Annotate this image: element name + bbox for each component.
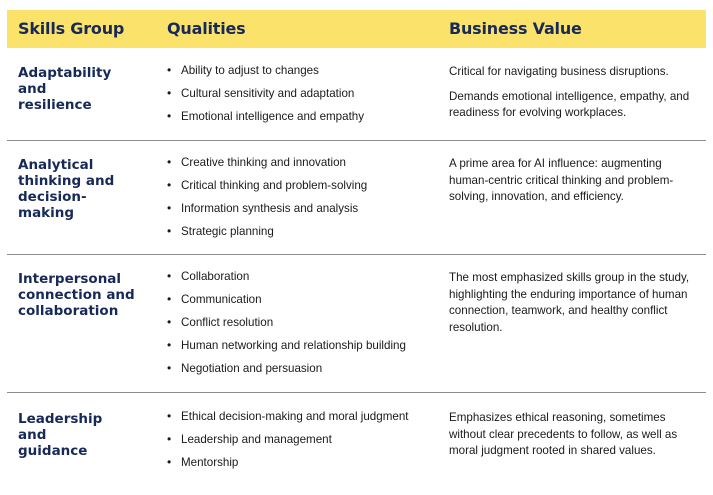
bullet-icon: • (167, 455, 172, 469)
table-header (7, 10, 706, 48)
bullet-icon: • (167, 338, 172, 352)
bullet-icon: • (167, 361, 172, 375)
skills-group-label: Adaptability and resilience (18, 65, 112, 113)
list-item: • Ethical decision-making and moral judgment (167, 409, 409, 423)
list-item: • Creative thinking and innovation (167, 155, 346, 169)
list-item: • Conflict resolution (167, 315, 274, 329)
row-divider (7, 140, 706, 141)
bullet-icon: • (167, 178, 172, 192)
row-divider (7, 392, 706, 393)
bullet-icon: • (167, 109, 172, 123)
bullet-icon: • (167, 269, 172, 283)
qualities-list (167, 270, 437, 385)
business-value (449, 410, 699, 468)
list-item: • Strategic planning (167, 224, 274, 238)
list-item: • Cultural sensitivity and adaptation (167, 86, 355, 100)
header-business-value: Business Value (449, 19, 582, 38)
qualities-list (167, 156, 437, 248)
bullet-icon: • (167, 86, 172, 100)
business-value (449, 64, 699, 130)
list-item: • Ability to adjust to changes (167, 63, 319, 77)
business-value-text: Emphasizes ethical reasoning, sometimes without clear precedents to follow, as well as moral judgment rooted in shared values. (449, 411, 678, 457)
business-value-text: The most emphasized skills group in the study, highlighting the enduring importance of human connection, teamwork, and healthy conflict resolution. (449, 271, 690, 334)
qualities-list (167, 64, 437, 133)
list-item: • Information synthesis and analysis (167, 201, 359, 215)
bullet-icon: • (167, 292, 172, 306)
business-value (449, 156, 699, 214)
bullet-icon: • (167, 409, 172, 423)
bullet-icon: • (167, 432, 172, 446)
header-skills-group: Skills Group (18, 19, 125, 38)
business-value-text: A prime area for AI influence: augmenting human-centric critical thinking and problem-solving, innovation, and efficiency. (449, 157, 674, 203)
bullet-icon: • (167, 315, 172, 329)
skills-group-label: Analytical thinking and decision-making (18, 157, 115, 221)
header-qualities: Qualities (167, 19, 246, 38)
bullet-icon: • (167, 155, 172, 169)
skills-group-label: Leadership and guidance (18, 411, 103, 459)
list-item: • Negotiation and persuasion (167, 361, 323, 375)
list-item: • Collaboration (167, 269, 250, 283)
list-item: • Leadership and management (167, 432, 332, 446)
list-item: • Critical thinking and problem-solving (167, 178, 368, 192)
row-divider (7, 254, 706, 255)
qualities-list (167, 410, 437, 479)
business-value (449, 270, 699, 344)
bullet-icon: • (167, 63, 172, 77)
bullet-icon: • (167, 201, 172, 215)
list-item: • Communication (167, 292, 262, 306)
skills-group-label: Interpersonal connection and collaboration (18, 271, 135, 319)
business-value-text: Critical for navigating business disruptions. (449, 65, 669, 78)
bullet-icon: • (167, 224, 172, 238)
list-item: • Human networking and relationship building (167, 338, 406, 352)
business-value-text: Demands emotional intelligence, empathy, and readiness for evolving workplaces. (449, 89, 690, 119)
list-item: • Emotional intelligence and empathy (167, 109, 365, 123)
list-item: • Mentorship (167, 455, 239, 469)
